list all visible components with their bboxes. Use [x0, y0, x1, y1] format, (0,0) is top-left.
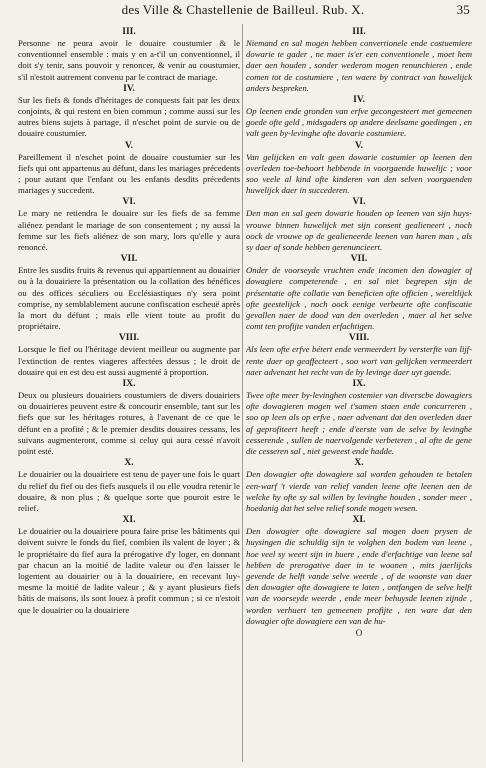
flemish-column — [246, 26, 472, 762]
flemish-article — [246, 515, 472, 627]
article-text: Le douairier ou la douairiere est tenu de payer une fois le quart du relief du fief ou des fiefs ausquels il ou elle voudra retenir le douaire, & non plus ; & quelque sorte que pouroit estre le relief. — [18, 469, 240, 513]
french-article — [18, 197, 240, 253]
page-number: 35 — [456, 2, 470, 17]
article-text: Den dowagier ofte dowagiere sal mogen doen prysen de huysingen die schuldig sijn te volghen den bodem van leene , hoe veel sy weert sijn in huere , ende d'erfachtige van leene sal hebben de prerogative daer in te woonen , mits jaerlijcks gevende de helft vande selve weerde , of de woonste van daer den dowagier ofte dowagiere te laten , ontfangen de selve helft van de voorseyde weerde , ende meer behuysde leenen zijnde , worden verhuert ten gemeenen profijte , ten ware dat den dowagier ofte dowagiere een van de hu- — [246, 526, 472, 626]
article-number: XI. — [352, 515, 366, 526]
article-number: IX. — [352, 379, 366, 390]
article-number: X. — [124, 458, 134, 469]
french-article — [18, 515, 240, 616]
article-text: Entre les susdits fruits & revenus qui appartiennent au douairier ou à la douairiere la présentation ou la collation des bénéfices ou des offices séculiers ou Ecclésiastiques n'y sera point comprise, ny semblablement aucune confiscation escheuë après la mort du défunt ; mais elle vient toute au profit du propriétaire. — [18, 265, 240, 332]
french-article — [18, 84, 240, 140]
article-number: V. — [124, 140, 133, 151]
article-text: Le douairier ou la douairiere poura faire prise les bâtiments qui doivent suivre le fonds du fief, combien ils valent de loyer ; & le propriétaire du fief aura la prérogative d'y loger, en donnant par chacun an la moitié de ladite valeur ou d'en laisser le logement au douairier ou à la douairiere, en recevant luy-mesme la moitié de ladite valeur ; & y ayant plusieurs fiefs bâtis de maisons, ils sont louez à profit commun ; si ce n'estoit que le douairier ou la douairiere — [18, 526, 240, 615]
article-text: Pareillement il n'eschet point de douaire coustumier sur les fiefs qui ont appartenus au défunt, dans les mariages précedents ; pour autant que l'enfant ou les enfants desdits précedents mariages y succedent. — [18, 151, 240, 196]
article-text: Sur les fiefs & fonds d'héritages de conquests fait par les deux conjoints, & qui restent en bien commun ; comme aussi sur les autres biens sujets à partage, il n'eschet point de survie ou de douaire coustumier. — [18, 94, 240, 139]
article-text: Deux ou plusieurs douairiers coustumiers de divers douairiers ou douairieres peuvent estre & concourir ensemble, tant sur les fiefs que sur les héritages rotures, à l'avenant de ce que le défunt en a profité ; & le premier desdits douaires cessans, les suivans augmenteront, comme si celuy qui aura cessé n'avoit point esté. — [18, 390, 240, 457]
running-header — [0, 2, 486, 22]
flemish-article — [246, 458, 472, 514]
article-number: IX. — [122, 379, 136, 390]
catchword: O — [355, 627, 363, 638]
article-number: XI. — [122, 515, 136, 526]
flemish-article — [246, 95, 472, 140]
column-divider — [242, 24, 243, 762]
french-column — [18, 26, 240, 762]
article-text: Den man en sal geen dowarie houden op leenen van sijn huys-vrouwe binnen huwelijck met sijn consent gealieneert , noch oock de vrouwe op de gealieneerde leenen van haren man , als sy daer af sonde hebben gerenuncieert. — [246, 208, 472, 253]
article-number: VI. — [122, 197, 136, 208]
french-article — [18, 141, 240, 197]
french-article — [18, 333, 240, 378]
flemish-article — [246, 254, 472, 332]
article-number: X. — [354, 458, 364, 469]
article-text: Den dowagier ofte dowagiere sal worden gehouden te betalen een-warf 't vierde van relief vanden leene ofte leenen aen de welcke hy ofte sy sal willen by levinghe houden , sonder meer , hoedanig dat het selve relief sonde mogen wesen. — [246, 469, 472, 513]
article-number: IV. — [353, 95, 365, 106]
article-number: III. — [352, 27, 366, 37]
article-number: IV. — [123, 83, 135, 94]
article-text: Le mary ne retiendra le douaire sur les fiefs de sa femme aliénez pendant le mariage de son consentement ; ny aussi la femme sur les fiefs aliénez de son mary, lors qu'elle y aura renoncé. — [18, 208, 240, 253]
article-number: VIII. — [118, 333, 140, 344]
article-number: VI. — [352, 197, 366, 208]
french-article — [18, 458, 240, 514]
article-text: Van gelijcken en valt geen dowarie costumier op leenen den overleden toe-behoort hebbende in voorgaende huwelijc ; voor soo veele al kind ofte kinderen van den selven voorgaenden huwelijck daer in succederen. — [246, 151, 472, 196]
article-text: Twee ofte meer by-levinghen costemier van diverscbe dowagiers ofte dowagieren mogen wel t'samen staen ende concurreren , soo op leen als op erfve , naer advenant dat den overleden daer af geprofiteert heeft ; ende d'eerste van de selve by levinghe cesserende , sullen de naervolgende verbeteren , al ofte de gene die cesseren sal , niet geweest ende hadde. — [246, 390, 472, 457]
header-title: des Ville & Chastellenie de Bailleul. Rub. X. — [121, 2, 365, 17]
french-article — [18, 379, 240, 457]
article-number: VII. — [350, 254, 368, 265]
article-number: VII. — [120, 254, 138, 265]
article-number: III. — [122, 27, 136, 37]
french-article — [18, 27, 240, 83]
article-text: Op leenen ende gronden van erfve gecongesteert met gemeenen goede ofte geld , midsgaders op andere deelsame goedingen , en valt geen by-levinghe ofte dovarie costumiere. — [246, 106, 472, 139]
article-number: VIII. — [348, 333, 370, 344]
article-text: Niemand en sal mogen hebben convertionele ende costuemiere dowarie te gader , ne maer is'er een conventionele , moet hem daer aen houden , sonder wederom mogen renunchieren , ende comen tot de costumiere , ten waere by contract van huwelijck anders bespreken. — [246, 38, 472, 93]
flemish-article — [246, 141, 472, 197]
article-number: V. — [354, 140, 363, 151]
article-text: Personne ne peura avoir le douaire coustumier & le conventionnel ensemble : mais y en a-t'il un conventionnel, il doit s'y tenir, sans pouvoir y renoncer, & venir au coustumier, s'il n'estoit autrement convenu par le contract de mariage. — [18, 38, 240, 82]
flemish-article — [246, 197, 472, 253]
flemish-article — [246, 27, 472, 94]
article-text: Lorsque le fief ou l'héritage devient meilleur ou augmente par l'extinction de rentes viageres affectées dessus ; le droit de douaire qui en est deu est aussi augmenté à proportion. — [18, 344, 240, 377]
flemish-article — [246, 333, 472, 378]
flemish-article — [246, 379, 472, 457]
article-text: Onder de voorseyde vruchten ende incomen den dowagier of dowagiere competerende , en sal niet begrepen sijn de présentatie ofte collatie van beneficien ofte officien , wereltlijck ofte geestelijck , noch oock eenige verbeurte ofte confiscatie gevallen naer de dood van den overleden , maer al het selve comt ten profijte vanden erfachtigen. — [246, 265, 472, 332]
article-text: Als leen ofte erfve bétert ende vermeerdert by versterfte van lijf-rente daer op geaffecteert , soo wort van gelijcken vermeerdert naer advenant het recht van de by levinge daer uyt gaende. — [246, 344, 472, 377]
french-article — [18, 254, 240, 332]
